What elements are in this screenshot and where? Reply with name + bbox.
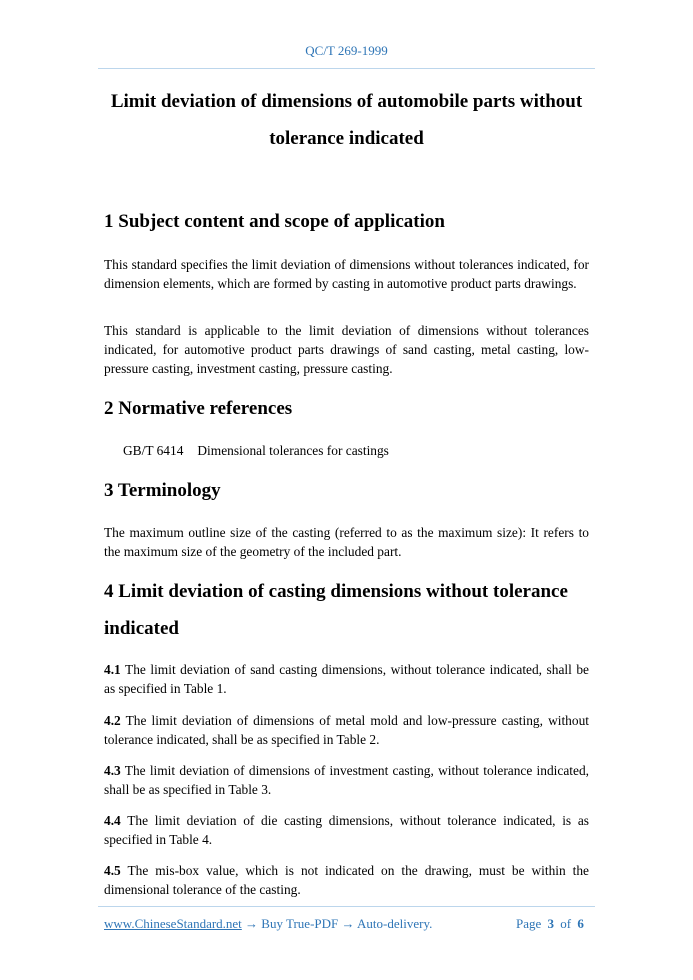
clause-text: The limit deviation of dimensions of metal mold and low-pressure casting, without tolerance indicated, shall be as specified in Table 2. [104, 713, 589, 747]
clause-number: 4.5 [104, 863, 121, 878]
section-4-heading: 4 Limit deviation of casting dimensions without tolerance indicated [104, 581, 568, 639]
arrow-icon: → [341, 916, 355, 931]
section-3-para-1: The maximum outline size of the casting (referred to as the maximum size): It refers to the maximum size of the geometry of the included part. [104, 525, 589, 559]
section-1-para-1: This standard specifies the limit deviation of dimensions without tolerances indicated, for dimension elements, which are formed by casting in automotive product parts drawings. [104, 257, 589, 291]
footer-rule [98, 906, 595, 907]
clause-text: The limit deviation of die casting dimensions, without tolerance indicated, is as specified in Table 4. [104, 813, 589, 847]
section-1-para-2: This standard is applicable to the limit deviation of dimensions without tolerances indicated, for automotive product parts drawings of sand casting, metal casting, low-pressure casting, investment casting, pressure casting. [104, 323, 589, 376]
clause-4-4 [104, 811, 589, 849]
reference-item [123, 441, 389, 460]
title-line-1: Limit deviation of dimensions of automobile parts without [110, 91, 583, 112]
clause-4-2 [104, 711, 589, 749]
total-pages: 6 [577, 916, 584, 931]
footer-promo [104, 916, 432, 932]
reference-title: Dimensional tolerances for castings [197, 443, 389, 458]
reference-code: GB/T 6414 [123, 443, 184, 458]
clause-number: 4.3 [104, 763, 121, 778]
header-code: QC/T 269-1999 [305, 43, 388, 58]
header-rule [98, 68, 595, 69]
clause-text: The mis-box value, which is not indicated on the drawing, must be within the dimensional tolerance of the casting. [104, 863, 589, 897]
section-2-heading: 2 Normative references [104, 398, 293, 419]
page-number [516, 916, 584, 932]
buy-text: Buy True-PDF [261, 916, 339, 931]
clause-text: The limit deviation of dimensions of investment casting, without tolerance indicated, shall be as specified in Table 3. [104, 763, 589, 797]
current-page: 3 [547, 916, 555, 931]
arrow-icon: → [245, 916, 259, 931]
page-label: Page [516, 916, 542, 931]
website-link[interactable]: www.ChineseStandard.net [104, 916, 242, 931]
clause-4-3 [104, 761, 589, 799]
clause-number: 4.1 [104, 662, 121, 677]
section-1-heading: 1 Subject content and scope of application [104, 211, 445, 232]
clause-text: The limit deviation of sand casting dimensions, without tolerance indicated, shall be as specified in Table 1. [104, 662, 589, 696]
section-3-heading: 3 Terminology [104, 480, 221, 501]
clause-4-5 [104, 861, 589, 899]
clause-4-1 [104, 660, 589, 698]
clause-number: 4.2 [104, 713, 121, 728]
clause-number: 4.4 [104, 813, 121, 828]
title-line-2: tolerance indicated [269, 128, 424, 149]
delivery-text: Auto-delivery. [357, 916, 433, 931]
of-label: of [560, 916, 572, 931]
